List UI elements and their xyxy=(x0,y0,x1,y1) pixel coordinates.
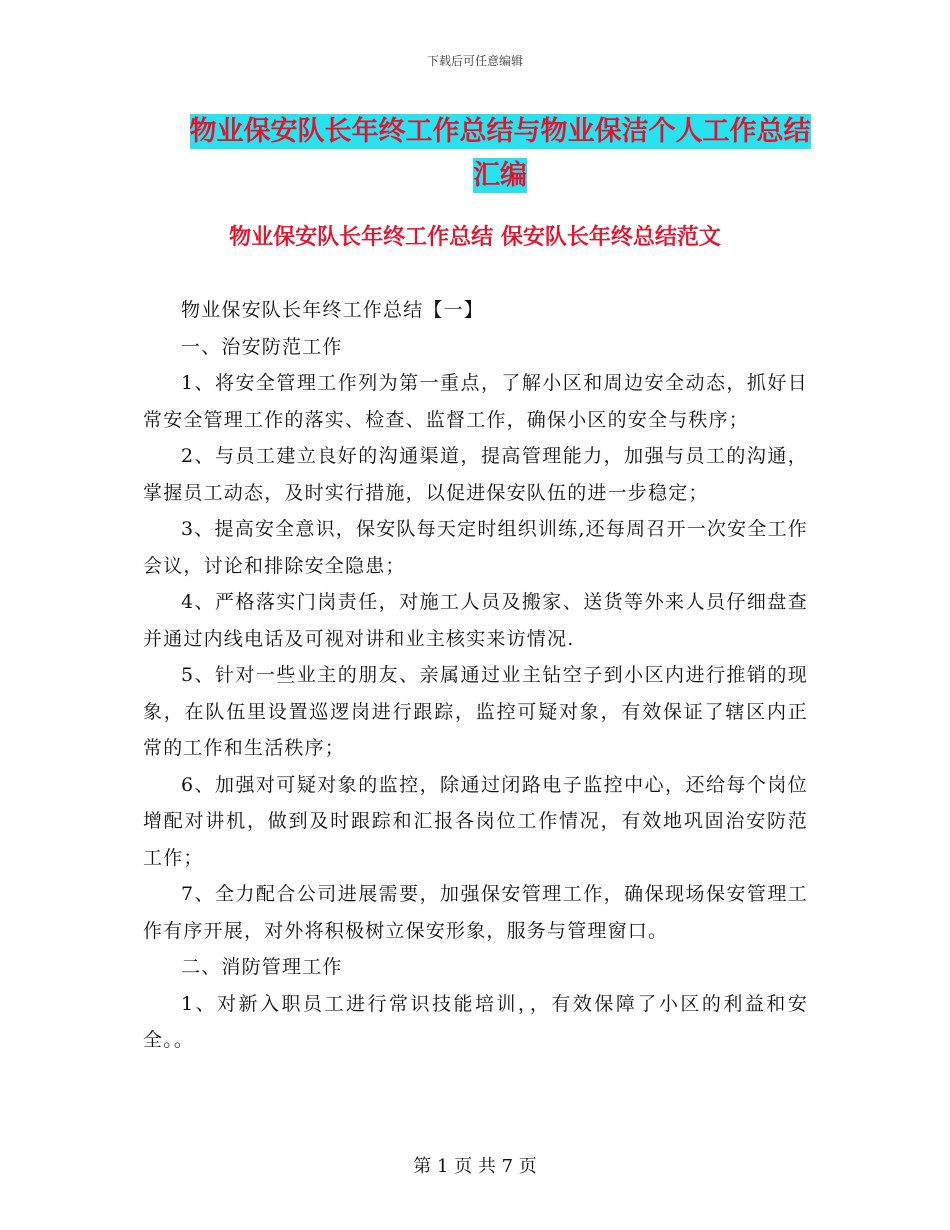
paragraph: 2、与员工建立良好的沟通渠道，提高管理能力，加强与员工的沟通，掌握员工动态，及时实行措施，以促进保安队伍的进一步稳定； xyxy=(143,445,808,504)
page-header: 下载后可任意编辑 xyxy=(426,54,523,68)
paragraph: 5、针对一些业主的朋友、亲属通过业主钻空子到小区内进行推销的现象，在队伍里设置巡逻岗进行跟踪，监控可疑对象，有效保证了辖区内正常的工作和生活秩序； xyxy=(143,664,808,759)
document-body xyxy=(143,292,808,1059)
document-title xyxy=(130,110,870,198)
paragraph: 4、严格落实门岗责任，对施工人员及搬家、送货等外来人员仔细盘查并通过内线电话及可视对讲和业主核实来访情况. xyxy=(143,591,808,650)
paragraph: 1、将安全管理工作列为第一重点，了解小区和周边安全动态，抓好日常安全管理工作的落实、检查、监督工作，确保小区的安全与秩序； xyxy=(143,372,808,431)
paragraph: 1、对新入职员工进行常识技能培训，，有效保障了小区的利益和安全。。 xyxy=(143,992,808,1051)
document-title-line-1: 物业保安队长年终工作总结与物业保洁个人工作总结 xyxy=(189,116,811,147)
paragraph: 6、加强对可疑对象的监控，除通过闭路电子监控中心，还给每个岗位增配对讲机，做到及时跟踪和汇报各岗位工作情况，有效地巩固治安防范工作； xyxy=(143,773,808,869)
section-subtitle: 物业保安队长年终工作总结 保安队长年终总结范文 xyxy=(229,225,721,250)
section-heading: 物业保安队长年终工作总结【一】 xyxy=(181,299,485,321)
paragraph: 3、提高安全意识，保安队每天定时组织训练,还每周召开一次安全工作会议，讨论和排除安全隐患； xyxy=(143,518,808,577)
subsection-heading: 一、治安防范工作 xyxy=(181,335,343,358)
paragraph: 7、全力配合公司进展需要，加强保安管理工作，确保现场保安管理工作有序开展，对外将积极树立保安形象，服务与管理窗口。 xyxy=(143,883,808,942)
document-title-line-2: 汇编 xyxy=(473,160,527,191)
page-number-footer: 第 1 页 共 7 页 xyxy=(413,1156,537,1177)
subsection-heading: 二、消防管理工作 xyxy=(181,956,343,978)
